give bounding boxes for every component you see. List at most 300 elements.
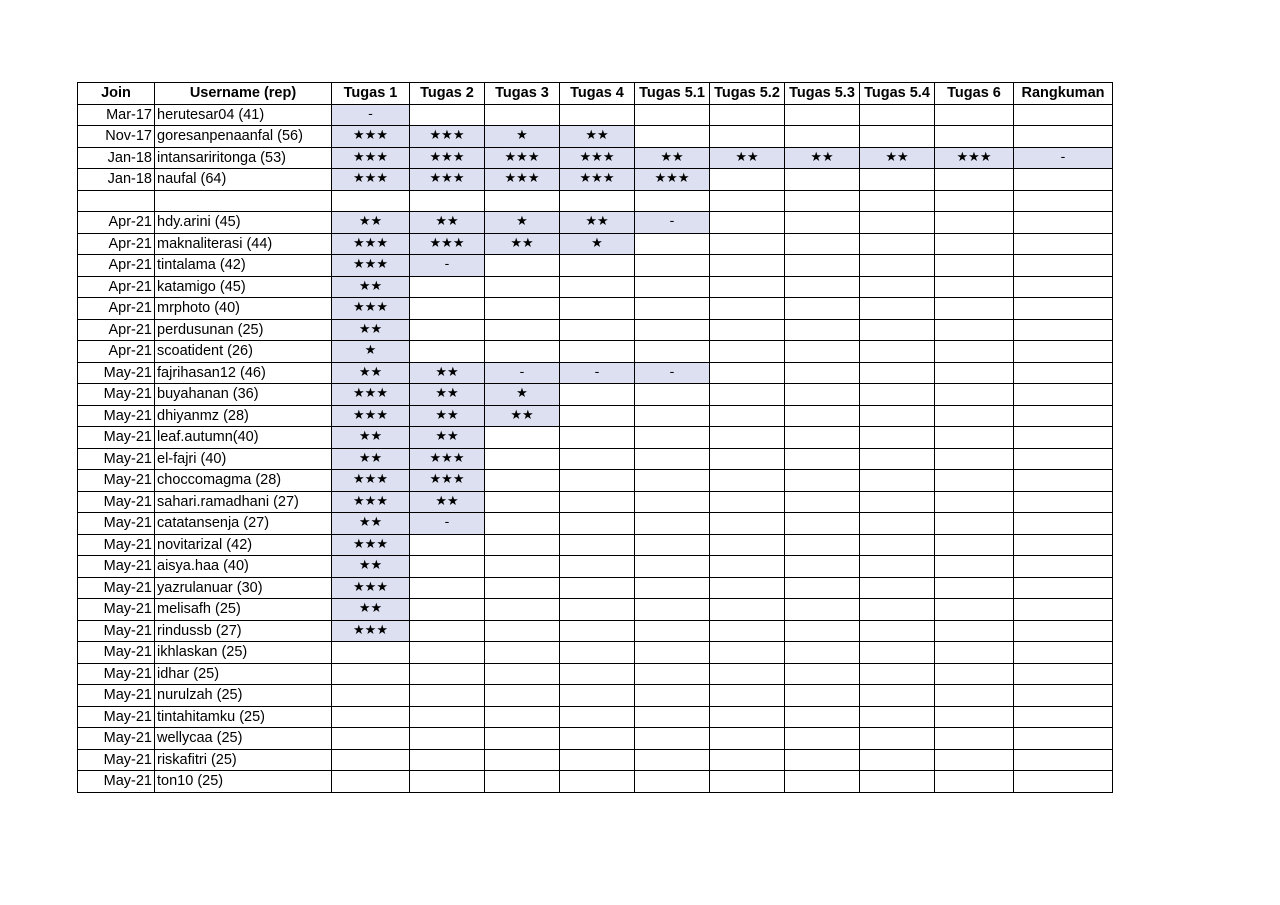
task-rating-cell	[635, 556, 710, 578]
task-rating-cell	[785, 362, 860, 384]
task-rating-cell	[935, 513, 1014, 535]
task-rating-cell	[860, 620, 935, 642]
join-date-cell: May-21	[78, 405, 155, 427]
task-rating-cell: ★★	[332, 427, 410, 449]
task-rating-cell	[1014, 749, 1113, 771]
table-row	[78, 147, 1113, 169]
task-rating-cell: ★★★	[332, 126, 410, 148]
table-row	[78, 212, 1113, 234]
task-rating-cell	[785, 212, 860, 234]
progress-table	[77, 82, 1113, 793]
task-rating-cell	[1014, 577, 1113, 599]
task-rating-cell	[485, 728, 560, 750]
table-row	[78, 276, 1113, 298]
task-rating-cell	[485, 319, 560, 341]
task-rating-cell	[935, 276, 1014, 298]
task-rating-cell	[1014, 104, 1113, 126]
task-rating-cell	[410, 104, 485, 126]
task-rating-cell	[935, 448, 1014, 470]
task-rating-cell	[485, 534, 560, 556]
column-header: Username (rep)	[155, 83, 332, 105]
task-rating-cell	[860, 728, 935, 750]
task-rating-cell	[560, 728, 635, 750]
task-rating-cell	[860, 255, 935, 277]
task-rating-cell	[1014, 706, 1113, 728]
task-rating-cell	[1014, 341, 1113, 363]
task-rating-cell	[1014, 685, 1113, 707]
task-rating-cell	[860, 362, 935, 384]
task-rating-cell: ★	[485, 212, 560, 234]
username-cell: ikhlaskan (25)	[155, 642, 332, 664]
column-header: Tugas 1	[332, 83, 410, 105]
task-rating-cell: ★★★	[332, 384, 410, 406]
task-rating-cell	[560, 448, 635, 470]
task-rating-cell	[410, 663, 485, 685]
username-cell: perdusunan (25)	[155, 319, 332, 341]
task-rating-cell: ★★★	[485, 169, 560, 191]
table-row	[78, 169, 1113, 191]
task-rating-cell	[485, 104, 560, 126]
username-cell: naufal (64)	[155, 169, 332, 191]
table-row	[78, 470, 1113, 492]
task-rating-cell	[785, 276, 860, 298]
task-rating-cell	[560, 620, 635, 642]
table-row	[78, 706, 1113, 728]
task-rating-cell	[860, 341, 935, 363]
task-rating-cell	[635, 534, 710, 556]
task-rating-cell	[635, 233, 710, 255]
join-date-cell: May-21	[78, 556, 155, 578]
task-rating-cell	[710, 663, 785, 685]
task-rating-cell	[785, 771, 860, 793]
task-rating-cell	[785, 319, 860, 341]
task-rating-cell	[635, 427, 710, 449]
column-header: Rangkuman	[1014, 83, 1113, 105]
username-cell: intansariritonga (53)	[155, 147, 332, 169]
join-date-cell: Apr-21	[78, 212, 155, 234]
task-rating-cell	[485, 685, 560, 707]
join-date-cell: May-21	[78, 685, 155, 707]
task-rating-cell: ★★	[860, 147, 935, 169]
username-cell: rindussb (27)	[155, 620, 332, 642]
username-cell: katamigo (45)	[155, 276, 332, 298]
join-date-cell: Apr-21	[78, 233, 155, 255]
join-date-cell: May-21	[78, 427, 155, 449]
task-rating-cell	[785, 384, 860, 406]
task-rating-cell: ★★★	[410, 147, 485, 169]
task-rating-cell	[785, 620, 860, 642]
task-rating-cell	[785, 663, 860, 685]
task-rating-cell	[332, 663, 410, 685]
task-rating-cell	[710, 212, 785, 234]
table-row	[78, 620, 1113, 642]
task-rating-cell	[485, 190, 560, 212]
task-rating-cell	[635, 491, 710, 513]
column-header: Tugas 6	[935, 83, 1014, 105]
username-cell: tintahitamku (25)	[155, 706, 332, 728]
task-rating-cell: ★★	[332, 319, 410, 341]
task-rating-cell	[935, 233, 1014, 255]
task-rating-cell	[1014, 405, 1113, 427]
join-date-cell: May-21	[78, 362, 155, 384]
task-rating-cell	[935, 642, 1014, 664]
task-rating-cell: -	[410, 513, 485, 535]
task-rating-cell	[485, 706, 560, 728]
task-rating-cell	[710, 642, 785, 664]
join-date-cell: May-21	[78, 448, 155, 470]
task-rating-cell: ★★	[635, 147, 710, 169]
task-rating-cell	[635, 620, 710, 642]
task-rating-cell	[1014, 728, 1113, 750]
join-date-cell: May-21	[78, 749, 155, 771]
task-rating-cell: ★★★	[332, 169, 410, 191]
task-rating-cell	[485, 470, 560, 492]
task-rating-cell: ★★★	[410, 126, 485, 148]
join-date-cell: Apr-21	[78, 319, 155, 341]
task-rating-cell	[860, 276, 935, 298]
task-rating-cell	[935, 620, 1014, 642]
task-rating-cell	[560, 513, 635, 535]
task-rating-cell	[935, 405, 1014, 427]
task-rating-cell	[710, 706, 785, 728]
task-rating-cell	[860, 190, 935, 212]
task-rating-cell	[710, 513, 785, 535]
task-rating-cell	[485, 749, 560, 771]
task-rating-cell: ★★★	[332, 147, 410, 169]
task-rating-cell	[860, 577, 935, 599]
table-row	[78, 384, 1113, 406]
task-rating-cell	[935, 728, 1014, 750]
username-cell: goresanpenaanfal (56)	[155, 126, 332, 148]
task-rating-cell	[860, 663, 935, 685]
task-rating-cell	[560, 556, 635, 578]
username-cell: choccomagma (28)	[155, 470, 332, 492]
task-rating-cell	[1014, 620, 1113, 642]
task-rating-cell	[410, 620, 485, 642]
task-rating-cell	[560, 663, 635, 685]
task-rating-cell	[710, 362, 785, 384]
join-date-cell: May-21	[78, 771, 155, 793]
task-rating-cell	[935, 190, 1014, 212]
task-rating-cell	[560, 749, 635, 771]
task-rating-cell	[485, 642, 560, 664]
table-row	[78, 513, 1113, 535]
task-rating-cell	[1014, 470, 1113, 492]
task-rating-cell	[785, 298, 860, 320]
table-row	[78, 685, 1113, 707]
task-rating-cell	[560, 577, 635, 599]
task-rating-cell: ★★★	[485, 147, 560, 169]
task-rating-cell	[410, 190, 485, 212]
join-date-cell: Jan-18	[78, 147, 155, 169]
table-row	[78, 341, 1113, 363]
task-rating-cell	[332, 685, 410, 707]
username-cell: wellycaa (25)	[155, 728, 332, 750]
task-rating-cell	[410, 771, 485, 793]
task-rating-cell	[1014, 233, 1113, 255]
join-date-cell: May-21	[78, 577, 155, 599]
column-header: Join	[78, 83, 155, 105]
task-rating-cell	[710, 556, 785, 578]
column-header: Tugas 4	[560, 83, 635, 105]
task-rating-cell	[560, 685, 635, 707]
task-rating-cell: -	[635, 212, 710, 234]
task-rating-cell	[860, 771, 935, 793]
task-rating-cell: ★★	[332, 276, 410, 298]
task-rating-cell	[560, 491, 635, 513]
task-rating-cell	[635, 405, 710, 427]
join-date-cell: May-21	[78, 534, 155, 556]
task-rating-cell	[560, 341, 635, 363]
table-row	[78, 448, 1113, 470]
task-rating-cell	[635, 642, 710, 664]
table-row	[78, 298, 1113, 320]
task-rating-cell	[1014, 190, 1113, 212]
username-cell: melisafh (25)	[155, 599, 332, 621]
column-header: Tugas 2	[410, 83, 485, 105]
task-rating-cell	[1014, 126, 1113, 148]
task-rating-cell	[785, 642, 860, 664]
task-rating-cell	[860, 384, 935, 406]
task-rating-cell	[710, 749, 785, 771]
task-rating-cell	[860, 513, 935, 535]
table-row	[78, 362, 1113, 384]
username-cell: maknaliterasi (44)	[155, 233, 332, 255]
task-rating-cell: ★	[560, 233, 635, 255]
task-rating-cell	[1014, 491, 1113, 513]
task-rating-cell	[560, 771, 635, 793]
task-rating-cell	[560, 599, 635, 621]
task-rating-cell	[410, 685, 485, 707]
task-rating-cell	[785, 599, 860, 621]
task-rating-cell: ★★★	[935, 147, 1014, 169]
task-rating-cell	[860, 126, 935, 148]
join-date-cell: May-21	[78, 470, 155, 492]
task-rating-cell	[635, 448, 710, 470]
task-rating-cell	[710, 169, 785, 191]
task-rating-cell	[935, 491, 1014, 513]
task-rating-cell: ★★	[332, 599, 410, 621]
task-rating-cell: ★★	[485, 233, 560, 255]
task-rating-cell	[1014, 771, 1113, 793]
task-rating-cell: ★★	[410, 491, 485, 513]
task-rating-cell	[935, 169, 1014, 191]
join-date-cell	[78, 190, 155, 212]
column-header: Tugas 5.4	[860, 83, 935, 105]
task-rating-cell	[935, 427, 1014, 449]
task-rating-cell	[485, 771, 560, 793]
task-rating-cell	[710, 255, 785, 277]
username-cell: riskafitri (25)	[155, 749, 332, 771]
username-cell: leaf.autumn(40)	[155, 427, 332, 449]
task-rating-cell	[935, 577, 1014, 599]
task-rating-cell	[935, 362, 1014, 384]
table-row	[78, 233, 1113, 255]
task-rating-cell: ★★	[560, 126, 635, 148]
task-rating-cell	[332, 642, 410, 664]
task-rating-cell	[635, 319, 710, 341]
task-rating-cell	[860, 427, 935, 449]
task-rating-cell	[410, 749, 485, 771]
task-rating-cell	[710, 276, 785, 298]
task-rating-cell	[710, 126, 785, 148]
task-rating-cell: ★★★	[560, 147, 635, 169]
task-rating-cell: ★★★	[332, 491, 410, 513]
task-rating-cell	[485, 599, 560, 621]
task-rating-cell	[785, 556, 860, 578]
task-rating-cell	[485, 513, 560, 535]
username-cell: novitarizal (42)	[155, 534, 332, 556]
username-cell: hdy.arini (45)	[155, 212, 332, 234]
task-rating-cell	[785, 255, 860, 277]
task-rating-cell: -	[410, 255, 485, 277]
task-rating-cell	[332, 190, 410, 212]
username-cell: buyahanan (36)	[155, 384, 332, 406]
table-row	[78, 255, 1113, 277]
task-rating-cell	[1014, 169, 1113, 191]
task-rating-cell: ★★	[410, 384, 485, 406]
task-rating-cell	[1014, 642, 1113, 664]
task-rating-cell	[1014, 599, 1113, 621]
task-rating-cell	[785, 190, 860, 212]
task-rating-cell	[860, 491, 935, 513]
task-rating-cell	[560, 276, 635, 298]
task-rating-cell	[710, 319, 785, 341]
task-rating-cell	[635, 384, 710, 406]
table-row	[78, 749, 1113, 771]
username-cell	[155, 190, 332, 212]
task-rating-cell	[860, 212, 935, 234]
username-cell: dhiyanmz (28)	[155, 405, 332, 427]
task-rating-cell: ★★	[560, 212, 635, 234]
task-rating-cell	[1014, 663, 1113, 685]
task-rating-cell	[485, 276, 560, 298]
task-rating-cell: ★★	[785, 147, 860, 169]
task-rating-cell	[560, 298, 635, 320]
task-rating-cell	[710, 491, 785, 513]
task-rating-cell	[560, 319, 635, 341]
task-rating-cell	[860, 319, 935, 341]
task-rating-cell: ★★	[410, 362, 485, 384]
task-rating-cell: ★	[485, 384, 560, 406]
task-rating-cell	[935, 470, 1014, 492]
task-rating-cell	[560, 427, 635, 449]
task-rating-cell	[485, 427, 560, 449]
task-rating-cell	[860, 448, 935, 470]
join-date-cell: May-21	[78, 642, 155, 664]
task-rating-cell: ★★★	[410, 470, 485, 492]
username-cell: fajrihasan12 (46)	[155, 362, 332, 384]
task-rating-cell: ★★★	[332, 534, 410, 556]
table-row	[78, 771, 1113, 793]
task-rating-cell	[1014, 556, 1113, 578]
task-rating-cell	[1014, 298, 1113, 320]
join-date-cell: Apr-21	[78, 341, 155, 363]
task-rating-cell	[860, 642, 935, 664]
table-row	[78, 319, 1113, 341]
task-rating-cell	[785, 728, 860, 750]
task-rating-cell	[332, 728, 410, 750]
task-rating-cell: -	[485, 362, 560, 384]
task-rating-cell: ★★★	[332, 255, 410, 277]
username-cell: mrphoto (40)	[155, 298, 332, 320]
task-rating-cell	[860, 169, 935, 191]
task-rating-cell	[935, 749, 1014, 771]
task-rating-cell	[410, 728, 485, 750]
task-rating-cell	[785, 470, 860, 492]
task-rating-cell	[410, 534, 485, 556]
task-rating-cell	[410, 577, 485, 599]
task-rating-cell	[410, 319, 485, 341]
task-rating-cell: ★★	[332, 513, 410, 535]
task-rating-cell	[410, 276, 485, 298]
join-date-cell: May-21	[78, 384, 155, 406]
task-rating-cell	[785, 534, 860, 556]
task-rating-cell: ★★★	[332, 233, 410, 255]
task-rating-cell	[710, 104, 785, 126]
task-rating-cell	[485, 298, 560, 320]
task-rating-cell	[860, 534, 935, 556]
task-rating-cell	[410, 642, 485, 664]
username-cell: yazrulanuar (30)	[155, 577, 332, 599]
task-rating-cell	[560, 104, 635, 126]
task-rating-cell	[935, 599, 1014, 621]
task-rating-cell	[485, 255, 560, 277]
task-rating-cell: ★★★	[410, 448, 485, 470]
task-rating-cell	[860, 556, 935, 578]
task-rating-cell	[410, 706, 485, 728]
table-row	[78, 405, 1113, 427]
task-rating-cell	[785, 706, 860, 728]
table-row	[78, 534, 1113, 556]
task-rating-cell	[935, 771, 1014, 793]
column-header: Tugas 5.3	[785, 83, 860, 105]
join-date-cell: Nov-17	[78, 126, 155, 148]
table-row	[78, 190, 1113, 212]
task-rating-cell: ★★	[485, 405, 560, 427]
task-rating-cell	[860, 599, 935, 621]
task-rating-cell	[485, 448, 560, 470]
table-row	[78, 663, 1113, 685]
task-rating-cell	[410, 556, 485, 578]
task-rating-cell	[935, 534, 1014, 556]
task-rating-cell	[710, 534, 785, 556]
join-date-cell: May-21	[78, 620, 155, 642]
task-rating-cell	[635, 706, 710, 728]
username-cell: herutesar04 (41)	[155, 104, 332, 126]
join-date-cell: May-21	[78, 728, 155, 750]
task-rating-cell	[935, 341, 1014, 363]
task-rating-cell	[935, 319, 1014, 341]
task-rating-cell	[710, 427, 785, 449]
task-rating-cell	[860, 298, 935, 320]
task-rating-cell	[635, 298, 710, 320]
task-rating-cell	[485, 663, 560, 685]
task-rating-cell	[635, 255, 710, 277]
username-cell: catatansenja (27)	[155, 513, 332, 535]
task-rating-cell	[1014, 319, 1113, 341]
task-rating-cell	[332, 771, 410, 793]
table-row	[78, 728, 1113, 750]
task-rating-cell: ★★	[410, 405, 485, 427]
task-rating-cell: ★★★	[635, 169, 710, 191]
task-rating-cell	[785, 341, 860, 363]
task-rating-cell	[785, 685, 860, 707]
task-rating-cell	[560, 706, 635, 728]
task-rating-cell	[710, 190, 785, 212]
join-date-cell: May-21	[78, 599, 155, 621]
task-rating-cell	[1014, 362, 1113, 384]
